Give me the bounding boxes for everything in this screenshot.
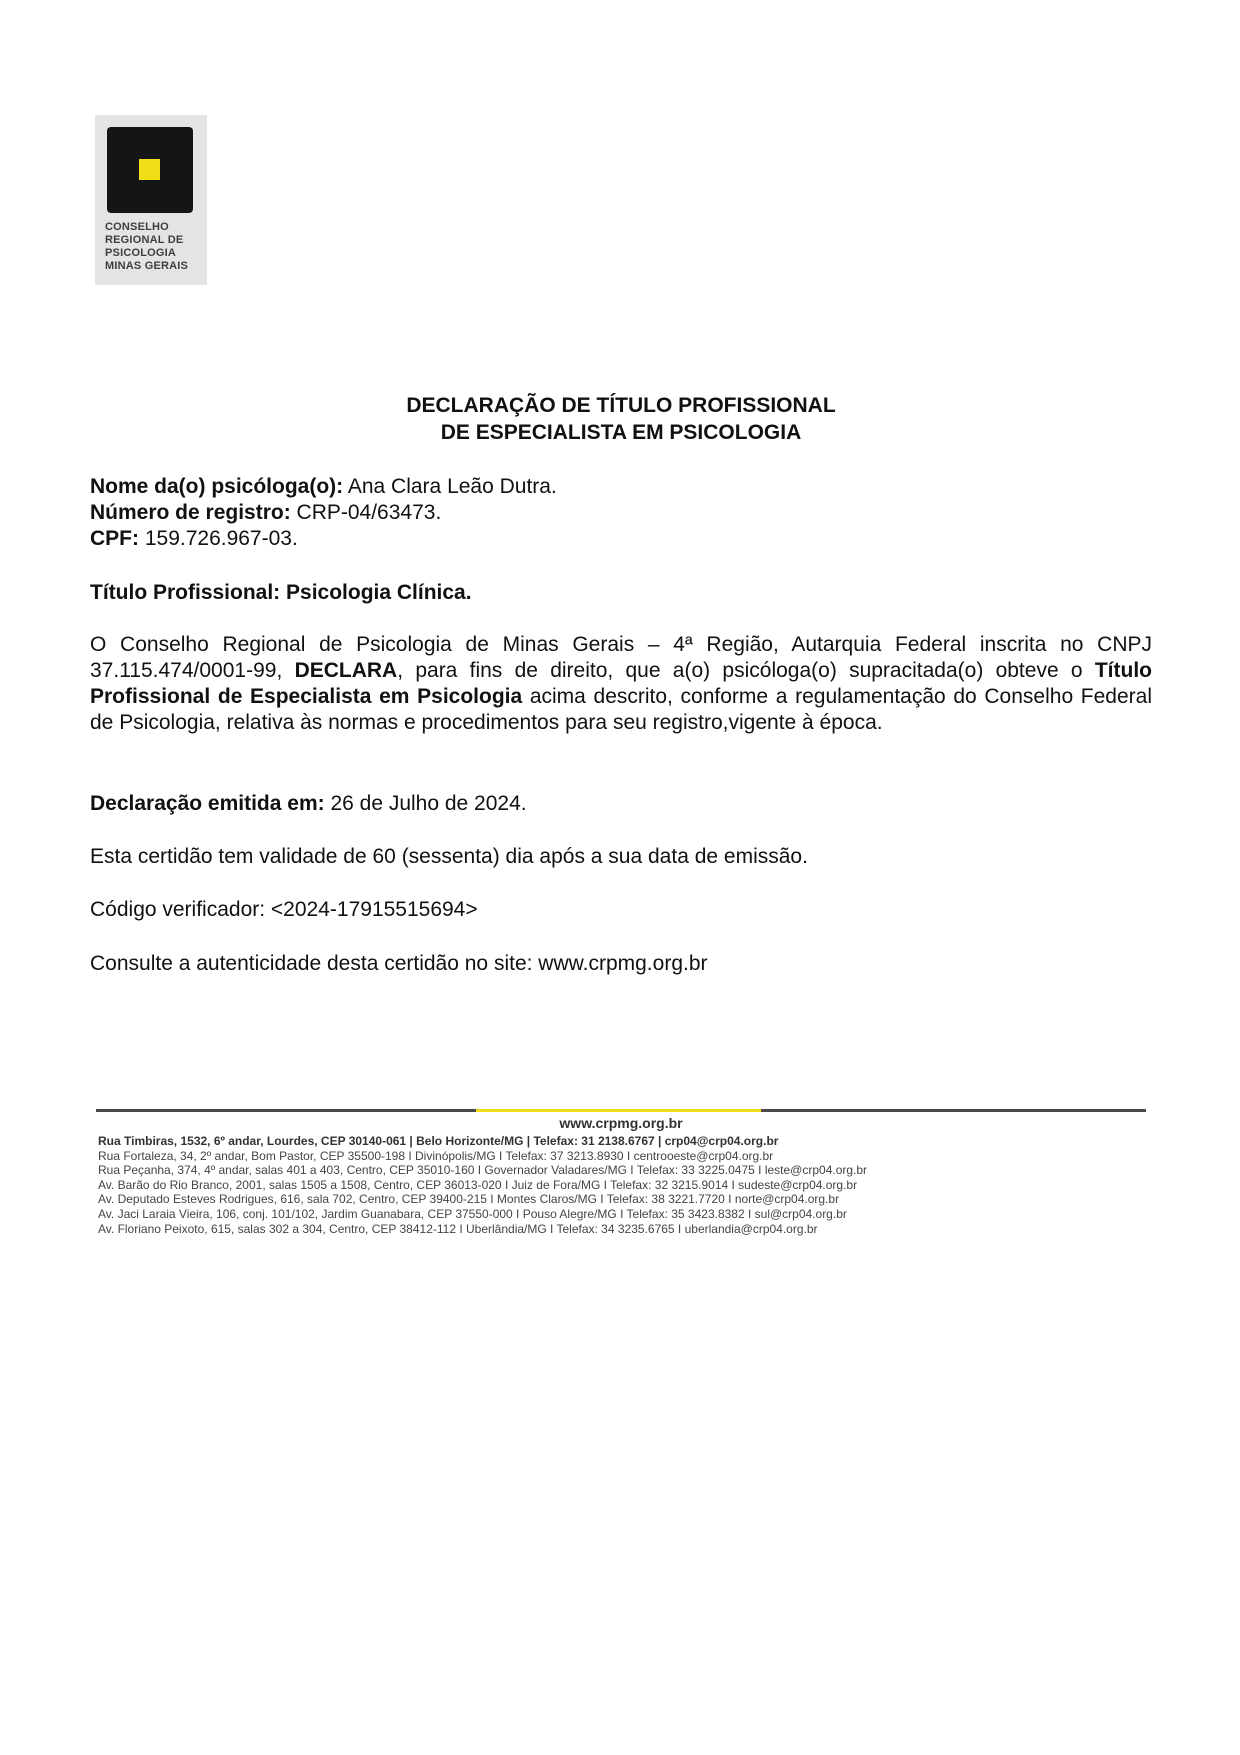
registro-label: Número de registro: bbox=[90, 501, 291, 524]
footer-addresses bbox=[98, 1134, 1158, 1236]
footer-address: Av. Floriano Peixoto, 615, salas 302 a 304, Centro, CEP 38412-112 I Uberlândia/MG I Telefax: 34 3235.6765 I uberlandia@crp04.org.br bbox=[98, 1221, 818, 1236]
footer-address: Rua Peçanha, 374, 4º andar, salas 401 a 403, Centro, CEP 35010-160 I Governador Valadares/MG I Telefax: 33 3225.0475 I leste@crp04.org.br bbox=[98, 1163, 868, 1178]
cpf-value: 159.726.967-03. bbox=[139, 527, 298, 550]
validity-note: Esta certidão tem validade de 60 (sessenta) dia após a sua data de emissão. bbox=[90, 845, 808, 868]
paragraph-part-2: , para fins de direito, que a(o) psicóloga(o) supracitada(o) obteve o bbox=[397, 659, 1095, 682]
identification-fields bbox=[90, 474, 1152, 552]
paragraph-bold-1: DECLARA bbox=[294, 659, 398, 682]
logo-line-3: PSICOLOGIA bbox=[105, 247, 177, 259]
footer-address: Av. Deputado Esteves Rodrigues, 616, sala 702, Centro, CEP 39400-215 I Montes Claros/MG I Telefax: 38 3221.7720 I norte@crp04.org.br bbox=[98, 1192, 840, 1207]
logo-yellow-square bbox=[139, 159, 160, 180]
paragraph-bold-2: Título Profissional de Especialista em Psicologia bbox=[90, 659, 1152, 708]
emission-date bbox=[90, 791, 1152, 817]
footer-address: Av. Jaci Laraia Vieira, 106, conj. 101/102, Jardim Guanabara, CEP 37550-000 I Pouso Alegre/MG I Telefax: 35 3423.8382 I sul@crp04.org.br bbox=[98, 1206, 847, 1221]
nome-row bbox=[90, 474, 1152, 500]
nome-value: Ana Clara Leão Dutra. bbox=[343, 475, 557, 498]
logo-line-2: REGIONAL DE bbox=[105, 234, 184, 246]
footer-address: Av. Barão do Rio Branco, 2001, salas 1505 a 1508, Centro, CEP 36013-020 I Juiz de Fora/MG I Telefax: 32 3215.9014 I sudeste@crp04.org.br bbox=[98, 1177, 858, 1192]
nome-label: Nome da(o) psicóloga(o): bbox=[90, 475, 344, 498]
logo-line-1: CONSELHO bbox=[105, 221, 169, 233]
paragraph-part-3: acima descrito, conforme a regulamentação do Conselho Federal de Psicologia, relativa às normas e procedimentos para seu registro,vigente à época. bbox=[90, 685, 1152, 734]
verification-code: Código verificador: <2024-17915515694> bbox=[90, 898, 478, 921]
footer-main-address: Rua Timbiras, 1532, 6º andar, Lourdes, CEP 30140-061 | Belo Horizonte/MG | Telefax: 31 2138.6767 | crp04@crp04.org.br bbox=[98, 1134, 779, 1148]
title-line-1: DECLARAÇÃO DE TÍTULO PROFISSIONAL bbox=[406, 394, 836, 417]
titulo-profissional: Título Profissional: Psicologia Clínica. bbox=[90, 581, 472, 604]
footer-site: www.crpmg.org.br bbox=[559, 1115, 683, 1131]
footer-address: Rua Fortaleza, 34, 2º andar, Bom Pastor, CEP 35500-198 I Divinópolis/MG I Telefax: 37 3213.8930 I centrooeste@crp04.org.br bbox=[98, 1148, 774, 1163]
declaration-paragraph bbox=[90, 632, 1152, 736]
title-line-2: DE ESPECIALISTA EM PSICOLOGIA bbox=[440, 421, 802, 444]
emission-value: 26 de Julho de 2024. bbox=[324, 792, 527, 815]
registro-row bbox=[90, 500, 1152, 526]
registro-value: CRP-04/63473. bbox=[290, 501, 442, 524]
document-title bbox=[90, 392, 1152, 446]
logo-text bbox=[105, 221, 203, 273]
crp-logo bbox=[95, 115, 207, 285]
cpf-label: CPF: bbox=[90, 527, 139, 550]
cpf-row bbox=[90, 526, 1152, 552]
logo-line-4: MINAS GERAIS bbox=[105, 260, 189, 272]
authenticity-note: Consulte a autenticidade desta certidão no site: www.crpmg.org.br bbox=[90, 952, 708, 975]
logo-black-square bbox=[107, 127, 193, 213]
paragraph-part-1: O Conselho Regional de Psicologia de Minas Gerais – 4ª Região, Autarquia Federal inscrita no CNPJ 37.115.474/0001-99, bbox=[90, 633, 1152, 682]
footer-divider bbox=[96, 1109, 1146, 1112]
footer-divider-accent bbox=[476, 1109, 761, 1112]
emission-label: Declaração emitida em: bbox=[90, 792, 325, 815]
